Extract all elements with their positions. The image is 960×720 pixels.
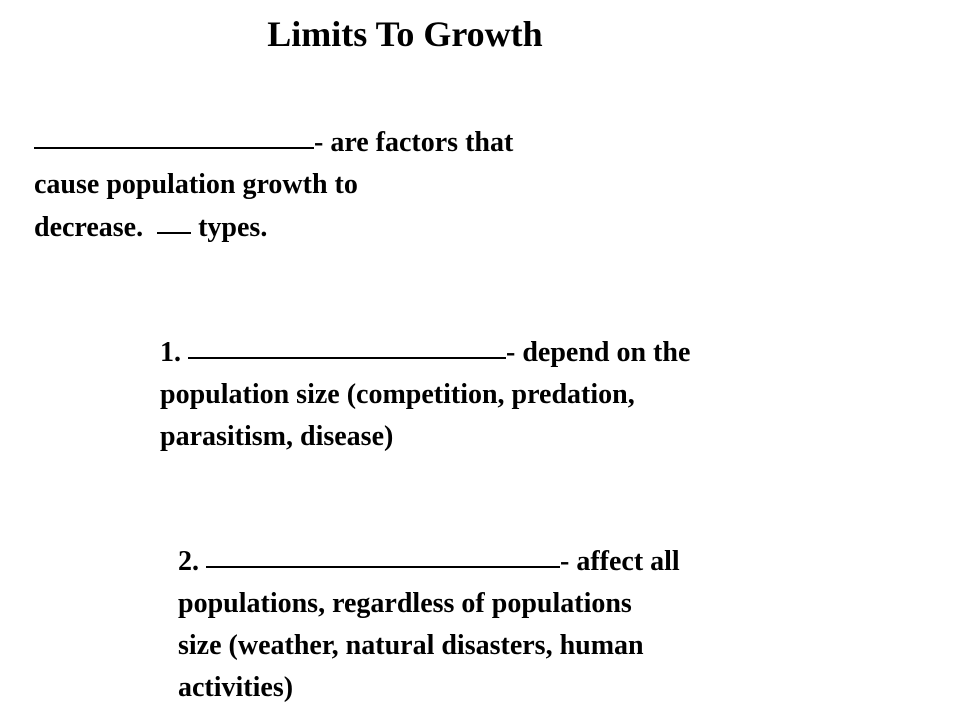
fill-in-blank-term[interactable]: [34, 119, 314, 149]
item-2-number: 2.: [178, 546, 199, 577]
intro-line-1: [34, 121, 513, 164]
item-2-line-1-text: - affect all: [560, 546, 680, 577]
intro-line-1-text: - are factors that: [314, 127, 514, 158]
intro-line-3-suffix: types.: [198, 212, 268, 243]
item-2-line-3: size (weather, natural disasters, human: [178, 630, 644, 661]
fill-in-blank-count[interactable]: [157, 204, 191, 234]
intro-line-2: cause population growth to: [34, 169, 358, 200]
item-2-line-2: populations, regardless of populations: [178, 588, 632, 619]
intro-line-3-prefix: decrease.: [34, 212, 144, 243]
item-1-line-3: parasitism, disease): [160, 421, 394, 452]
item-1-paragraph: [160, 331, 690, 458]
intro-line-3: [34, 206, 513, 249]
item-2-line-4: activities): [178, 672, 294, 703]
item-1-number: 1.: [160, 337, 181, 368]
page-title: Limits To Growth: [267, 14, 543, 54]
item-1-line-1-text: - depend on the: [506, 337, 691, 368]
item-2-paragraph: [178, 540, 680, 709]
item-1-line-1: [160, 331, 690, 374]
item-1-line-2: population size (competition, predation,: [160, 379, 635, 410]
item-2-line-1: [178, 540, 680, 583]
fill-in-blank-density-dependent[interactable]: [188, 329, 506, 359]
fill-in-blank-density-independent[interactable]: [206, 538, 560, 568]
intro-paragraph: [34, 121, 513, 249]
